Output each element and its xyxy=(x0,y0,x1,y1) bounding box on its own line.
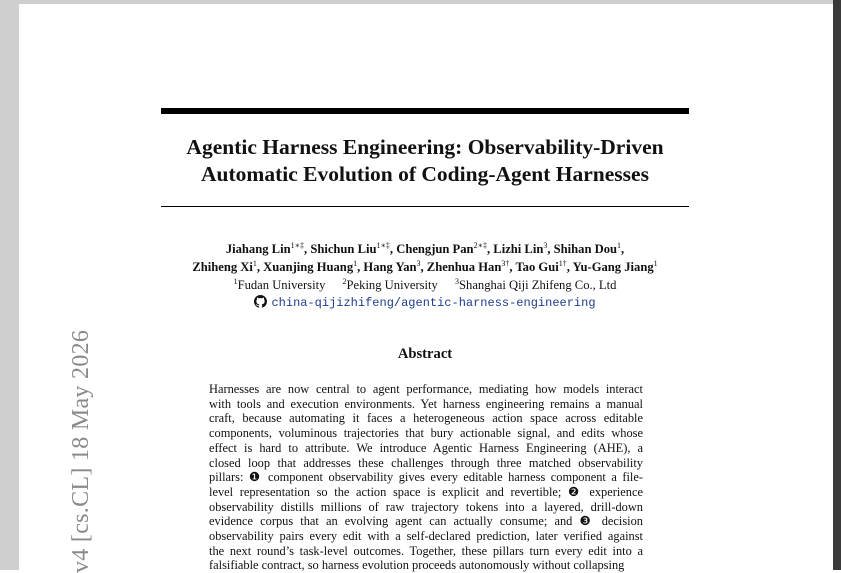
author: Zhiheng Xi xyxy=(192,260,253,274)
abstract-line: observability distills millions of raw trajectory tokens into a layered, drill-down xyxy=(209,499,643,514)
title-line-2: Automatic Evolution of Coding-Agent Harnesses xyxy=(201,162,649,186)
github-icon xyxy=(254,295,267,308)
affiliation-sup: 1 xyxy=(233,277,238,286)
affiliation-sup: 2 xyxy=(342,277,347,286)
abstract-line: components, voluminous trajectories that bury actionable signal, and edits whose xyxy=(209,426,643,441)
author: Yu-Gang Jiang xyxy=(572,260,654,274)
author-sup: 1 xyxy=(252,259,257,268)
affiliation-sup: 3 xyxy=(455,277,460,286)
paper-title xyxy=(161,134,689,188)
abstract-line: the next round’s task-level outcomes. Together, these pillars turn every edit into a xyxy=(209,543,643,558)
author: Tao Gui xyxy=(515,260,559,274)
abstract-line: with tools and execution environments. Yet harness engineering remains a manual xyxy=(209,396,643,411)
author: Jiahang Lin xyxy=(225,242,291,256)
author-list: Jiahang Lin$^{1∗\ddagger}$, Shichun Liu$^{1∗\ddagger}$, Chengjun Pan$^{2∗\ddagger}$, Lizhi Lin$^3$, Shihan Dou$^1$, Zhiheng Xi$^1$, Xuanjing Huang$^1$, Hang Yan$^3$, Zhenhua Han$^{3\dagger}$, Tao Gui$^{1\dagger}$, Yu-Gang Jiang$^1$ xyxy=(192,241,658,274)
affiliation: Peking University xyxy=(346,278,438,292)
repo-link-row[interactable] xyxy=(150,294,700,311)
abstract-line: craft, because automating it faces a heterogeneous action space across editable xyxy=(209,411,643,426)
title-rule-bottom xyxy=(161,206,689,207)
title-line-1: Agentic Harness Engineering: Observability-Driven xyxy=(186,135,664,159)
abstract-line: evidence corpus that an evolving agent can actually consume; and ❸ decision xyxy=(209,514,643,529)
author-sup: 3† xyxy=(501,259,510,268)
author-sup: 2∗‡ xyxy=(473,241,487,250)
author: Zhenhua Han xyxy=(426,260,502,274)
author-sup: 1† xyxy=(558,259,567,268)
author-sup: 3 xyxy=(416,259,421,268)
abstract-line: effect is hard to attribute. We introduce Agentic Harness Engineering (AHE), a xyxy=(209,440,643,455)
abstract-heading: Abstract xyxy=(397,346,453,362)
abstract-line: observability pairs every edit with a self-declared prediction, later verified against xyxy=(209,529,643,544)
affiliations xyxy=(150,277,700,293)
abstract-line: level representation so the action space is explicit and revertible; ❷ experience xyxy=(209,484,643,499)
author: Xuanjing Huang xyxy=(263,260,354,274)
author-sup: 3 xyxy=(543,241,548,250)
author: Shihan Dou xyxy=(553,242,617,256)
affiliation: Fudan University xyxy=(237,278,326,292)
author-sup: 1 xyxy=(617,241,621,250)
arxiv-stamp: v4 [cs.CL] 18 May 2026 xyxy=(68,329,94,573)
viewer-scrollbar[interactable] xyxy=(833,0,841,570)
repo-link[interactable]: china-qijizhifeng/agentic-harness-engineering xyxy=(271,296,596,310)
author: Hang Yan xyxy=(363,260,417,274)
affiliation: Shanghai Qiji Zhifeng Co., Ltd xyxy=(459,278,617,292)
title-rule-top xyxy=(161,108,689,114)
viewer-frame-left xyxy=(0,0,19,570)
author: Chengjun Pan xyxy=(396,242,474,256)
author-sup: 1 xyxy=(653,259,658,268)
author-sup: 1∗‡ xyxy=(376,241,390,250)
abstract-line: closed loop that addresses these challenges through three matched observability xyxy=(209,455,643,470)
author-sup: 1 xyxy=(353,259,358,268)
author: Shichun Liu xyxy=(310,242,377,256)
abstract-line: falsifiable contract, so harness evolution proceeds autonomously without collapsing xyxy=(209,558,625,573)
abstract-line: pillars: ❶ component observability gives every editable harness component a file- xyxy=(209,470,643,485)
author-sup: 1∗‡ xyxy=(290,241,305,250)
author: Lizhi Lin xyxy=(493,242,544,256)
abstract-line: Harnesses are now central to agent performance, mediating how models interact xyxy=(209,382,643,396)
abstract-body xyxy=(209,382,643,573)
